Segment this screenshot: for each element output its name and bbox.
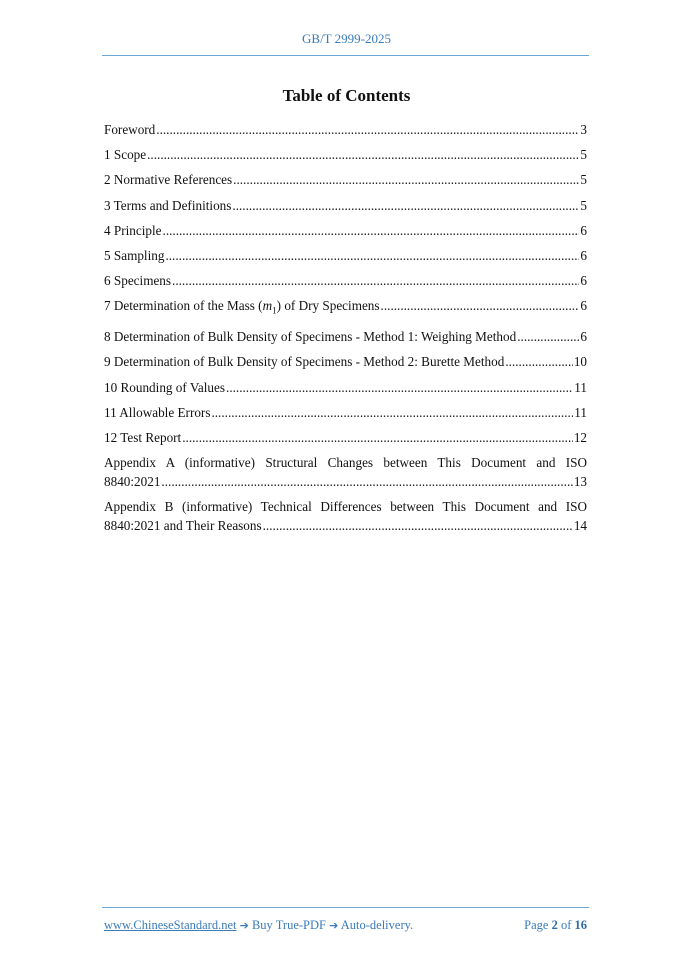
leader-dots [517,327,579,346]
total-pages-number: 16 [574,918,587,932]
toc-entry-title-line2: 8840:2021 and Their Reasons [104,518,262,534]
toc-entry-page: 14 [573,518,587,534]
toc-entry-rounding[interactable] [104,378,587,397]
toc-entry-page: 3 [580,122,587,137]
toc-entry-specimens[interactable] [104,271,587,290]
toc-entry-title: Foreword [104,122,156,137]
arrow-right-icon: ➔ [239,919,249,932]
toc-entry-page: 6 [580,247,587,263]
leader-dots [161,472,572,491]
leader-dots [165,246,579,265]
leader-dots [232,196,579,215]
toc-entry-title: 10 Rounding of Values [104,379,226,395]
toc-entry-allowable-errors[interactable] [104,403,587,422]
toc-entry-sampling[interactable] [104,246,587,265]
toc-entry-method-2[interactable] [104,352,587,371]
footer-divider [102,907,589,908]
of-label: of [560,918,572,932]
page-indicator [524,918,587,933]
toc-entry-scope[interactable] [104,145,587,164]
leader-dots [233,170,579,189]
toc-entry-title: 9 Determination of Bulk Density of Specimens - Method 2: Burette Method [104,354,505,370]
toc-entry-method-1[interactable] [104,327,587,346]
toc-entry-page: 6 [580,298,587,314]
leader-dots [505,352,572,371]
document-code-header: GB/T 2999-2025 [302,31,391,46]
header-divider [102,55,589,56]
toc-entry-mass-dry-specimens[interactable] [104,296,587,321]
current-page-number: 2 [551,918,558,932]
toc-entry-title: 8 Determination of Bulk Density of Specimens - Method 1: Weighing Method [104,329,517,345]
toc-entry-page: 6 [580,329,587,345]
toc-entry-title: 5 Sampling [104,247,165,263]
toc-entry-title: 3 Terms and Definitions [104,197,232,213]
toc-entry-appendix-b[interactable] [104,497,587,535]
title-part: 7 Determination of the Mass ( [104,298,263,314]
arrow-right-icon: ➔ [329,919,339,932]
auto-delivery-text: Auto-delivery. [340,918,414,932]
toc-entry-page: 6 [580,273,587,289]
toc-heading: Table of Contents [282,86,411,105]
title-part: ) of Dry Specimens [276,298,380,314]
toc-entry-title: 11 Allowable Errors [104,404,211,420]
toc-entry-terms-definitions[interactable] [104,196,587,215]
toc-entry-page: 6 [580,222,587,238]
leader-dots [226,378,573,397]
leader-dots [163,221,580,240]
toc-entry-title-line1: Appendix A (informative) Structural Changes between This Document and ISO [104,455,587,471]
toc-entry-page: 5 [580,172,587,188]
buy-true-pdf-text: Buy True-PDF [251,918,326,932]
toc-entry-title: 1 Scope [104,147,147,163]
toc-entry-page: 11 [574,379,587,395]
leader-dots [211,403,573,422]
page-label: Page [524,918,549,932]
toc-entry-page: 11 [574,404,587,420]
leader-dots [156,120,579,139]
toc-entry-test-report[interactable] [104,428,587,447]
toc-entry-title: 2 Normative References [104,172,233,188]
toc-entry-page: 5 [580,147,587,163]
toc-entry-title-line1: Appendix B (informative) Technical Differences between This Document and ISO [104,499,587,515]
toc-entry-page: 13 [573,474,587,490]
toc-entry-normative-references[interactable] [104,170,587,189]
toc-entry-page: 5 [580,197,587,213]
leader-dots [263,516,573,535]
toc-entry-appendix-a[interactable] [104,453,587,491]
leader-dots [381,296,580,315]
footer-left [104,918,413,933]
page-footer [104,918,587,933]
toc-entry-page: 12 [573,429,587,445]
toc-entry-page: 10 [573,354,587,370]
toc-entry-title-line2: 8840:2021 [104,474,161,490]
mass-subscript: 1 [272,305,277,316]
leader-dots [182,428,573,447]
table-of-contents [104,120,587,541]
mass-symbol: m [262,298,273,314]
leader-dots [172,271,579,290]
toc-entry-foreword[interactable] [104,120,587,139]
toc-entry-title: 4 Principle [104,222,162,238]
toc-entry-principle[interactable] [104,221,587,240]
toc-entry-title: 6 Specimens [104,273,172,289]
leader-dots [147,145,579,164]
website-link[interactable]: www.ChineseStandard.net [104,918,237,932]
toc-entry-title: 12 Test Report [104,429,182,445]
toc-entry-title [104,296,380,321]
